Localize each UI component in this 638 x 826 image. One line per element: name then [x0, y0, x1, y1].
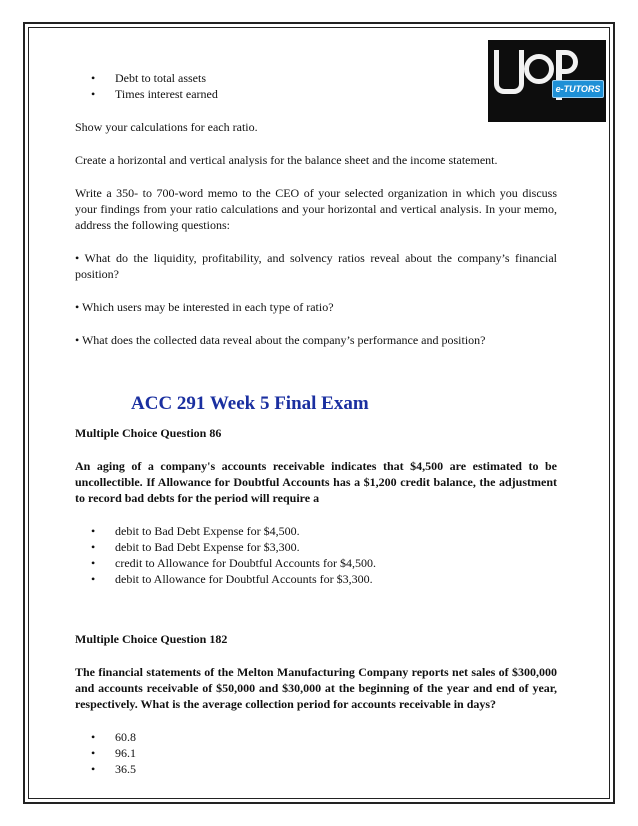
answer-option: • 36.5 — [75, 761, 557, 777]
answer-options-list — [75, 729, 557, 777]
answer-options-list — [75, 523, 557, 587]
question-paragraph: • What does the collected data reveal about the company’s performance and position? — [75, 333, 486, 347]
question-label: Multiple Choice Question 86 — [75, 426, 222, 440]
question-text: The financial statements of the Melton Manufacturing Company reports net sales of $300,000 and accounts receivable of $50,000 and $30,000 at the beginning of the year and end of year, respectively. What is the average collection period for accounts receivable in days? — [75, 665, 557, 711]
question-label: Multiple Choice Question 182 — [75, 632, 228, 646]
section-heading: ACC 291 Week 5 Final Exam — [131, 393, 369, 414]
instruction-paragraph: Create a horizontal and vertical analysis for the balance sheet and the income statement. — [75, 153, 498, 167]
question-paragraph: • What do the liquidity, profitability, and solvency ratios reveal about the company’s financial position? — [75, 251, 557, 281]
question-paragraph: • Which users may be interested in each type of ratio? — [75, 300, 334, 314]
logo-tag: e-TUTORS — [552, 80, 604, 98]
list-item: • Times interest earned — [75, 86, 557, 102]
answer-option: • debit to Allowance for Doubtful Accounts for $3,300. — [75, 571, 557, 587]
answer-option: • 96.1 — [75, 745, 557, 761]
answer-option: • debit to Bad Debt Expense for $3,300. — [75, 539, 557, 555]
question-text: An aging of a company's accounts receivable indicates that $4,500 are estimated to be uncollectible. If Allowance for Doubtful Accounts has a $1,200 credit balance, the adjustment to record bad debts for the period will require a — [75, 459, 557, 505]
document-body — [75, 70, 557, 777]
answer-option: • 60.8 — [75, 729, 557, 745]
instruction-paragraph: Show your calculations for each ratio. — [75, 120, 258, 134]
instruction-paragraph: Write a 350- to 700-word memo to the CEO of your selected organization in which you discuss your findings from your ratio calculations and your horizontal and vertical analysis. In your memo, address the following questions: — [75, 186, 557, 232]
list-item: • Debt to total assets — [75, 70, 557, 86]
answer-option: • credit to Allowance for Doubtful Accounts for $4,500. — [75, 555, 557, 571]
answer-option: • debit to Bad Debt Expense for $4,500. — [75, 523, 557, 539]
intro-bullet-list — [75, 70, 557, 102]
